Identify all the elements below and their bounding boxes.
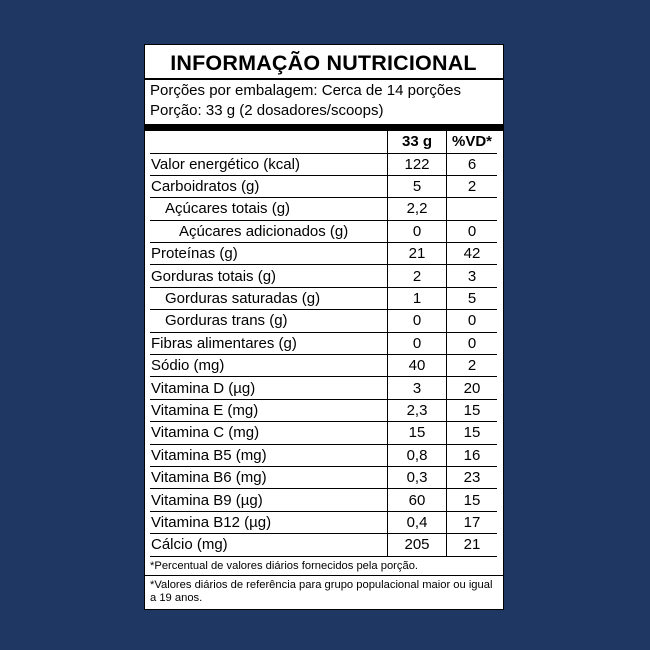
nutrient-name: Gorduras totais (g) — [151, 267, 277, 285]
nutrition-rows — [150, 153, 497, 556]
nutrient-name: Vitamina B9 (µg) — [151, 491, 263, 509]
nutrient-amount: 21 — [388, 243, 447, 265]
nutrient-amount: 3 — [388, 377, 447, 399]
nutrient-amount: 1 — [388, 287, 447, 309]
nutrient-name: Açúcares adicionados (g) — [179, 222, 349, 240]
table-row — [150, 377, 497, 399]
nutrient-dv: 21 — [447, 534, 498, 556]
nutrient-amount: 0,8 — [388, 444, 447, 466]
nutrient-name: Valor energético (kcal) — [151, 155, 300, 173]
nutrient-name: Vitamina E (mg) — [151, 401, 259, 419]
table-row — [150, 287, 497, 309]
nutrient-name: Vitamina B12 (µg) — [151, 513, 272, 531]
nutrient-name: Vitamina B5 (mg) — [151, 446, 267, 464]
table-row — [150, 310, 497, 332]
table-row — [150, 422, 497, 444]
nutrient-dv: 2 — [447, 175, 498, 197]
table-header-row — [150, 131, 497, 154]
table-row — [150, 399, 497, 421]
nutrient-name: Gorduras saturadas (g) — [165, 290, 321, 308]
table-row — [150, 220, 497, 242]
nutrient-name: Fibras alimentares (g) — [151, 334, 297, 352]
table-row — [150, 534, 497, 556]
thick-divider — [145, 124, 503, 131]
nutrient-name: Proteínas (g) — [151, 245, 238, 263]
label-title: INFORMAÇÃO NUTRICIONAL — [170, 51, 477, 75]
nutrient-dv: 16 — [447, 444, 498, 466]
nutrient-amount: 60 — [388, 489, 447, 511]
nutrient-dv — [447, 198, 498, 220]
nutrient-name: Gorduras trans (g) — [165, 312, 288, 330]
nutrient-amount: 2,2 — [388, 198, 447, 220]
nutrient-amount: 0 — [388, 220, 447, 242]
nutrient-amount: 122 — [388, 153, 447, 175]
nutrient-dv: 0 — [447, 310, 498, 332]
table-row — [150, 243, 497, 265]
table-row — [150, 153, 497, 175]
table-row — [150, 198, 497, 220]
nutrient-amount: 0,4 — [388, 511, 447, 533]
servings-per-package: Porções por embalagem: Cerca de 14 porções — [150, 81, 462, 99]
nutrient-name: Carboidratos (g) — [151, 178, 260, 196]
nutrient-dv: 0 — [447, 332, 498, 354]
footnote-reference: *Valores diários de referência para grupo populacional maior ou igual a 19 anos. — [150, 578, 493, 604]
nutrient-dv: 15 — [447, 399, 498, 421]
header-nutrient — [150, 131, 388, 154]
nutrient-dv: 15 — [447, 422, 498, 444]
nutrient-name: Açúcares totais (g) — [165, 200, 291, 218]
nutrient-dv: 2 — [447, 355, 498, 377]
nutrition-table — [150, 131, 497, 557]
table-row — [150, 511, 497, 533]
table-row — [150, 265, 497, 287]
nutrient-amount: 2 — [388, 265, 447, 287]
nutrient-amount: 205 — [388, 534, 447, 556]
nutrient-dv: 3 — [447, 265, 498, 287]
nutrient-amount: 15 — [388, 422, 447, 444]
nutrient-dv: 17 — [447, 511, 498, 533]
table-row — [150, 175, 497, 197]
nutrient-amount: 40 — [388, 355, 447, 377]
table-row — [150, 355, 497, 377]
nutrient-dv: 0 — [447, 220, 498, 242]
table-row — [150, 489, 497, 511]
nutrient-amount: 0 — [388, 310, 447, 332]
nutrition-label — [144, 44, 504, 610]
nutrient-amount: 5 — [388, 175, 447, 197]
nutrient-name: Sódio (mg) — [151, 357, 225, 375]
nutrient-name: Vitamina D (µg) — [151, 379, 256, 397]
nutrient-amount: 2,3 — [388, 399, 447, 421]
nutrient-dv: 42 — [447, 243, 498, 265]
nutrient-amount: 0 — [388, 332, 447, 354]
table-row — [150, 466, 497, 488]
nutrient-name: Vitamina C (mg) — [151, 424, 260, 442]
nutrient-dv: 20 — [447, 377, 498, 399]
nutrient-dv: 23 — [447, 466, 498, 488]
nutrient-amount: 0,3 — [388, 466, 447, 488]
nutrient-name: Cálcio (mg) — [151, 536, 228, 554]
table-row — [150, 332, 497, 354]
header-dv: %VD* — [447, 131, 498, 154]
nutrient-name: Vitamina B6 (mg) — [151, 469, 267, 487]
title-divider — [145, 78, 503, 80]
nutrient-dv: 5 — [447, 287, 498, 309]
footnote-divider — [145, 575, 503, 576]
header-amount: 33 g — [388, 131, 447, 154]
footnote-dv: *Percentual de valores diários fornecidos pela porção. — [150, 559, 419, 572]
nutrient-dv: 15 — [447, 489, 498, 511]
table-row — [150, 444, 497, 466]
nutrient-dv: 6 — [447, 153, 498, 175]
serving-size: Porção: 33 g (2 dosadores/scoops) — [150, 101, 384, 119]
